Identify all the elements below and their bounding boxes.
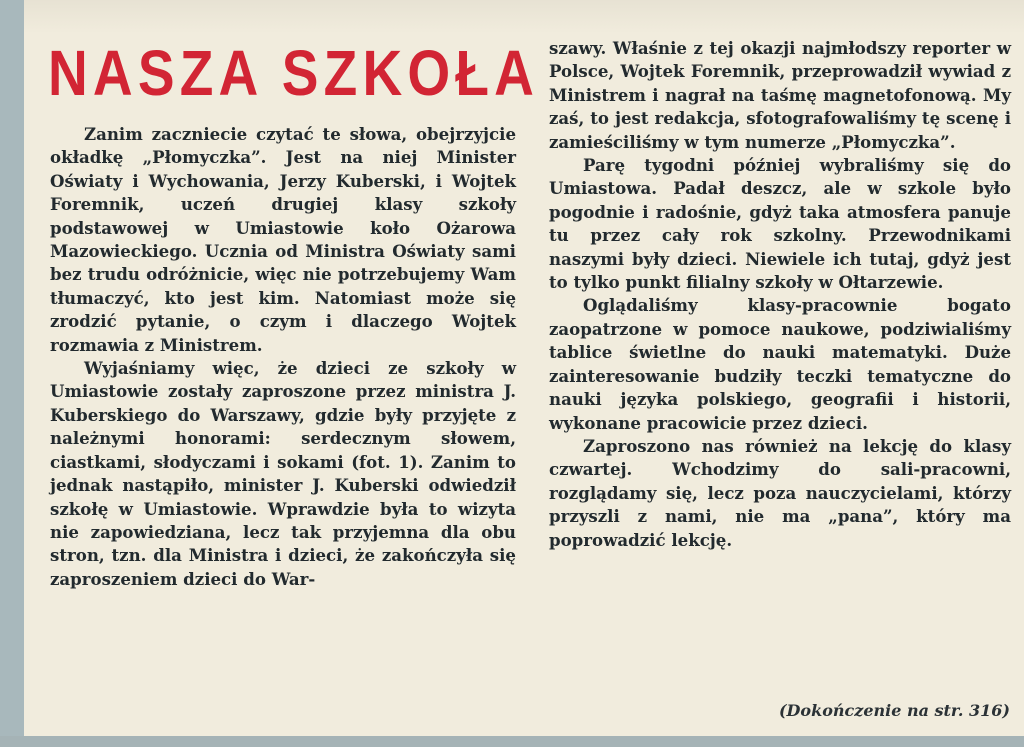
paragraph: szawy. Właśnie z tej okazji najmłodszy reporter w Polsce, Wojtek Foremnik, przeprowadził wywiad z Ministrem i nagrał na taśmę magnetofonową. My zaś, to jest redakcja, sfotografowaliśmy tę scenę i zamieściliśmy w tym numerze „Płomyczka”.: [549, 38, 1011, 152]
background-strip-bottom: [0, 736, 1024, 747]
paragraph: Zanim zaczniecie czytać te słowa, obejrzyjcie okładkę „Płomyczka”. Jest na niej Minister Oświaty i Wychowania, Jerzy Kuberski, i Wojtek Foremnik, uczeń drugiej klasy szkoły podstawowej w Umiastowie koło Ożarowa Mazowieckiego. Ucznia od Ministra Oświaty sami bez trudu odróżnicie, więc nie potrzebujemy Wam tłumaczyć, kto jest kim. Natomiast może się zrodzić pytanie, o czym i dlaczego Wojtek rozmawia z Ministrem.: [50, 124, 516, 355]
paragraph: Wyjaśniamy więc, że dzieci ze szkoły w Umiastowie zostały zaproszone przez ministra J. Kuberskiego do Warszawy, gdzie były przyjęte z należnymi honorami: serdecznym słowem, ciastkami, słodyczami i sokami (fot. 1). Zanim to jednak nastąpiło, minister J. Kuberski odwiedził szkołę w Umiastowie. Wprawdzie była to wizyta nie zapowiedziana, lecz tak przyjemna dla obu stron, tzn. dla Ministra i dzieci, że zakończyła się zaproszeniem dzieci do War-: [50, 358, 516, 589]
continuation-note: (Dokończenie na str. 316): [778, 701, 1010, 720]
paragraph: Oglądaliśmy klasy-pracownie bogato zaopatrzone w pomoce naukowe, podziwialiśmy tablice świetlne do nauki matematyki. Duże zainteresowanie budziły teczki tematyczne do nauki języka polskiego, geografii i historii, wykonane pracowicie przez dzieci.: [549, 295, 1011, 433]
paragraph: Zaproszono nas również na lekcję do klasy czwartej. Wchodzimy do sali-pracowni, rozglądamy się, lecz poza nauczycielami, którzy przyszli z nami, nie ma „pana”, który ma poprowadzić lekcję.: [549, 435, 1011, 550]
article-column-left: [50, 123, 516, 591]
article-column-right: [549, 37, 1011, 552]
paper-top-edge: [24, 0, 1024, 34]
article-title: NASZA SZKOŁA: [48, 37, 540, 109]
background-strip-left: [0, 0, 24, 747]
paragraph: Parę tygodni później wybraliśmy się do Umiastowa. Padał deszcz, ale w szkole było pogodnie i radośnie, gdyż taka atmosfera panuje tu przez cały rok szkolny. Przewodnikami naszymi były dzieci. Niewiele ich tutaj, gdyż jest to tylko punkt filialny szkoły w Ołtarzewie.: [549, 155, 1011, 293]
